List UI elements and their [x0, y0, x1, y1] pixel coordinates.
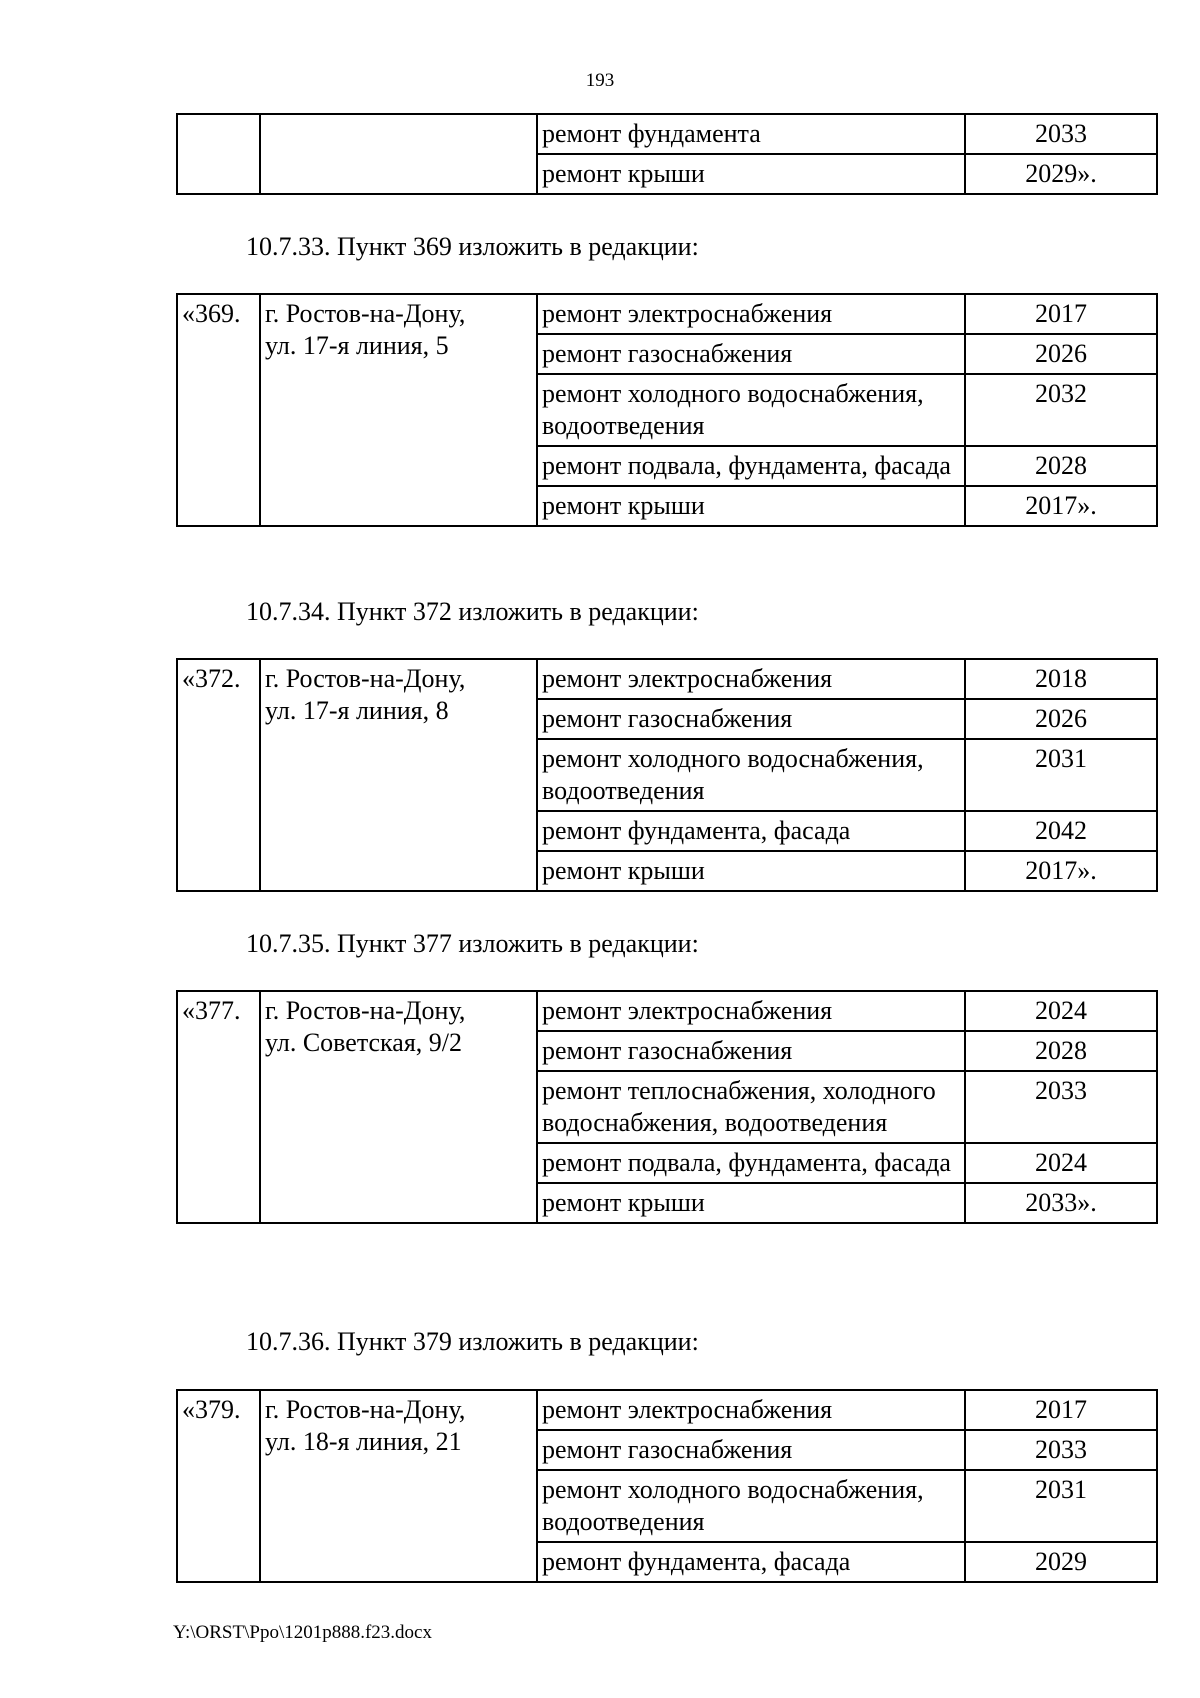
item-address [260, 991, 537, 1223]
address-line: г. Ростов-на-Дону, [265, 299, 466, 328]
section-heading: 10.7.34. Пункт 372 изложить в редакции: [246, 597, 699, 626]
section-heading: 10.7.33. Пункт 369 изложить в редакции: [246, 232, 699, 261]
address-line: г. Ростов-на-Дону, [265, 664, 466, 693]
work-cell: ремонт холодного водоснабжения, водоотведения [537, 374, 965, 446]
work-cell: ремонт газоснабжения [537, 1430, 965, 1470]
work-cell: ремонт электроснабжения [537, 294, 965, 334]
number-cell [177, 114, 260, 194]
work-cell: ремонт фундамента, фасада [537, 1542, 965, 1582]
work-cell: ремонт электроснабжения [537, 991, 965, 1031]
page-number: 193 [585, 70, 615, 91]
item-number: «372. [177, 659, 260, 891]
work-cell: ремонт холодного водоснабжения, водоотведения [537, 739, 965, 811]
item-address [260, 659, 537, 891]
work-cell: ремонт крыши [537, 1183, 965, 1223]
year-cell: 2018 [965, 659, 1157, 699]
year-cell: 2033 [965, 1071, 1157, 1143]
work-cell: ремонт теплоснабжения, холодного водоснабжения, водоотведения [537, 1071, 965, 1143]
work-cell: ремонт фундамента, фасада [537, 811, 965, 851]
item-address [260, 1390, 537, 1582]
work-cell: ремонт электроснабжения [537, 659, 965, 699]
work-cell: ремонт крыши [537, 154, 965, 194]
year-cell: 2017». [965, 851, 1157, 891]
work-cell: ремонт газоснабжения [537, 699, 965, 739]
year-cell: 2024 [965, 1143, 1157, 1183]
work-cell: ремонт электроснабжения [537, 1390, 965, 1430]
item-address [260, 294, 537, 526]
work-cell: ремонт крыши [537, 486, 965, 526]
section-table [176, 293, 1158, 527]
address-line: ул. 18-я линия, 21 [265, 1427, 462, 1456]
table-row [177, 1390, 1157, 1430]
work-cell: ремонт фундамента [537, 114, 965, 154]
item-number: «379. [177, 1390, 260, 1582]
work-cell: ремонт холодного водоснабжения, водоотведения [537, 1470, 965, 1542]
file-path-footer: Y:\ORST\Ppo\1201p888.f23.docx [173, 1622, 432, 1643]
item-number: «377. [177, 991, 260, 1223]
work-cell: ремонт газоснабжения [537, 1031, 965, 1071]
year-cell: 2033 [965, 1430, 1157, 1470]
year-cell: 2024 [965, 991, 1157, 1031]
continuation-table [176, 113, 1158, 195]
section-table-block [176, 990, 1156, 1224]
work-cell: ремонт газоснабжения [537, 334, 965, 374]
address-line: г. Ростов-на-Дону, [265, 996, 466, 1025]
work-cell: ремонт подвала, фундамента, фасада [537, 446, 965, 486]
table-row [177, 991, 1157, 1031]
year-cell: 2033 [965, 114, 1157, 154]
address-cell [260, 114, 537, 194]
address-line: ул. 17-я линия, 8 [265, 696, 449, 725]
year-cell: 2017». [965, 486, 1157, 526]
year-cell: 2029». [965, 154, 1157, 194]
year-cell: 2026 [965, 699, 1157, 739]
work-cell: ремонт крыши [537, 851, 965, 891]
table-row [177, 659, 1157, 699]
table-row [177, 114, 1157, 154]
section-table-block [176, 658, 1156, 892]
year-cell: 2032 [965, 374, 1157, 446]
year-cell: 2042 [965, 811, 1157, 851]
address-line: г. Ростов-на-Дону, [265, 1395, 466, 1424]
address-line: ул. 17-я линия, 5 [265, 331, 449, 360]
year-cell: 2017 [965, 1390, 1157, 1430]
year-cell: 2028 [965, 446, 1157, 486]
section-table [176, 658, 1158, 892]
work-cell: ремонт подвала, фундамента, фасада [537, 1143, 965, 1183]
section-heading: 10.7.36. Пункт 379 изложить в редакции: [246, 1327, 699, 1356]
section-table-block [176, 293, 1156, 527]
address-line: ул. Советская, 9/2 [265, 1028, 463, 1057]
continuation-table-block [176, 113, 1156, 195]
section-heading: 10.7.35. Пункт 377 изложить в редакции: [246, 929, 699, 958]
year-cell: 2031 [965, 1470, 1157, 1542]
item-number: «369. [177, 294, 260, 526]
year-cell: 2028 [965, 1031, 1157, 1071]
section-table [176, 1389, 1158, 1583]
table-row [177, 294, 1157, 334]
year-cell: 2033». [965, 1183, 1157, 1223]
section-table [176, 990, 1158, 1224]
year-cell: 2031 [965, 739, 1157, 811]
year-cell: 2029 [965, 1542, 1157, 1582]
year-cell: 2017 [965, 294, 1157, 334]
year-cell: 2026 [965, 334, 1157, 374]
section-table-block [176, 1389, 1156, 1583]
